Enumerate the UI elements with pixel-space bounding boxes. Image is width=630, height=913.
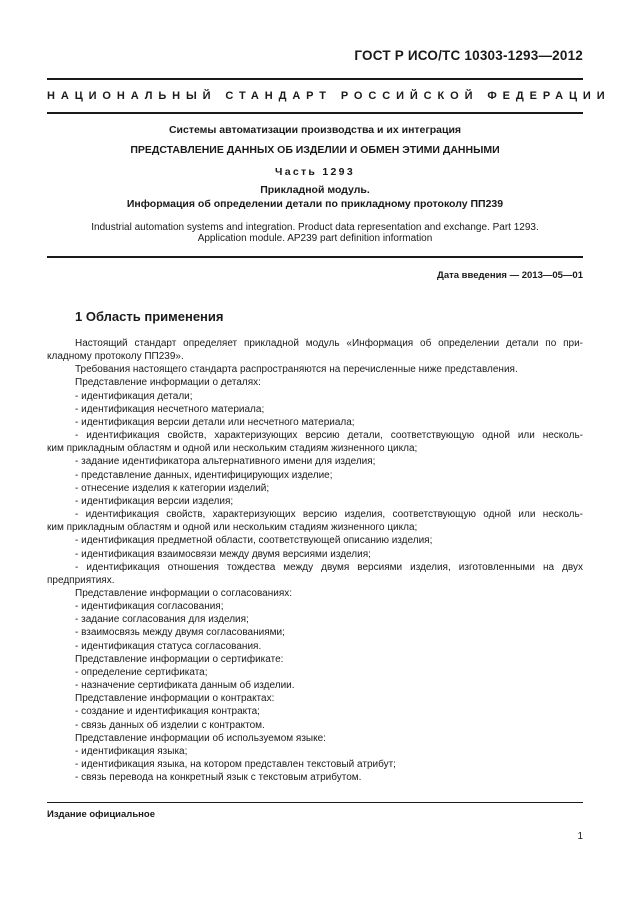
body-line: - идентификация отношения тождества между двумя версиями изделия, изготовленными на двух: [75, 561, 583, 573]
body-line: Представление информации о сертификате:: [75, 653, 284, 665]
body-line: кладному протоколу ПП239».: [47, 351, 184, 363]
body-line: Требования настоящего стандарта распространяются на перечисленные ниже представления.: [75, 364, 518, 376]
banner-rule: [47, 112, 583, 114]
body-line: - идентификация несчетного материала;: [75, 403, 265, 415]
body-line: Представление информации об используемом языке:: [75, 732, 326, 744]
body-line: - идентификация предметной области, соответствующей описанию изделия;: [75, 535, 433, 547]
body-line: - идентификация версии детали или несчетного материала;: [75, 416, 355, 428]
standard-number: ГОСТ Р ИСО/ТС 10303-1293—2012: [354, 48, 583, 63]
body-line: - связь перевода на конкретный язык с текстовым атрибутом.: [75, 772, 362, 784]
body-line: - создание и идентификация контракта;: [75, 706, 260, 718]
body-line: - идентификация языка;: [75, 745, 188, 757]
body-line: - идентификация статуса согласования.: [75, 640, 262, 652]
english-title-2: Application module. AP239 part definition information: [197, 233, 433, 244]
title-rule: [47, 256, 583, 258]
title-subtitle-2: Информация об определении детали по прикладному протоколу ПП239: [126, 198, 504, 210]
body-line: - взаимосвязь между двумя согласованиями;: [75, 627, 285, 639]
section-title: 1 Область применения: [75, 309, 224, 324]
body-line: ким прикладным областям и одной или нескольким стадиям жизненного цикла;: [47, 522, 418, 534]
footer-rule: [47, 802, 583, 803]
body-line: - связь данных об изделии с контрактом.: [75, 719, 265, 731]
effective-date: Дата введения — 2013—05—01: [437, 270, 583, 281]
english-title-1: Industrial automation systems and integration. Product data representation and exchange. Part 1293.: [91, 222, 539, 233]
body-line: - идентификация свойств, характеризующих версию детали, соответствующую одной или несколь-: [75, 430, 583, 442]
body-line: - назначение сертификата данным об изделии.: [75, 680, 295, 692]
body-line: Представление информации о согласованиях:: [75, 587, 293, 599]
body-line: - идентификация языка, на котором представлен текстовый атрибут;: [75, 759, 396, 770]
title-series: Системы автоматизации производства и их интеграция: [168, 124, 462, 136]
national-standard-banner: НАЦИОНАЛЬНЫЙ СТАНДАРТ РОССИЙСКОЙ ФЕДЕРАЦИИ: [47, 90, 611, 102]
body-line: - определение сертификата;: [75, 666, 208, 678]
title-part: Часть 1293: [275, 166, 355, 178]
body-line: - отнесение изделия к категории изделий;: [75, 482, 270, 494]
header-rule: [47, 78, 583, 80]
body-line: ким прикладным областям и одной или нескольким стадиям жизненного цикла;: [47, 443, 418, 455]
body-line: - идентификация версии изделия;: [75, 495, 234, 507]
body-line: - задание идентификатора альтернативного имени для изделия;: [75, 456, 376, 468]
edition-label: Издание официальное: [47, 809, 155, 820]
section-body: [47, 337, 583, 784]
body-line: предприятиях.: [47, 574, 115, 586]
body-line: Представление информации о контрактах:: [75, 693, 275, 705]
body-line: Представление информации о деталях:: [75, 377, 261, 389]
page-number: 1: [577, 831, 583, 842]
body-line: - идентификация взаимосвязи между двумя версиями изделия;: [75, 548, 371, 560]
title-subtitle-1: Прикладной модуль.: [260, 184, 370, 196]
body-line: - идентификация детали;: [75, 390, 193, 402]
body-line: - задание согласования для изделия;: [75, 614, 249, 626]
body-line: - идентификация согласования;: [75, 601, 224, 613]
title-main: ПРЕДСТАВЛЕНИЕ ДАННЫХ ОБ ИЗДЕЛИИ И ОБМЕН ЭТИМИ ДАННЫМИ: [130, 144, 500, 156]
body-line: - идентификация свойств, характеризующих версию изделия, соответствующую одной или несколь-: [75, 509, 583, 521]
body-line: Настоящий стандарт определяет прикладной модуль «Информация об определении детали по при-: [75, 338, 583, 349]
body-line: - представление данных, идентифицирующих изделие;: [75, 469, 333, 481]
